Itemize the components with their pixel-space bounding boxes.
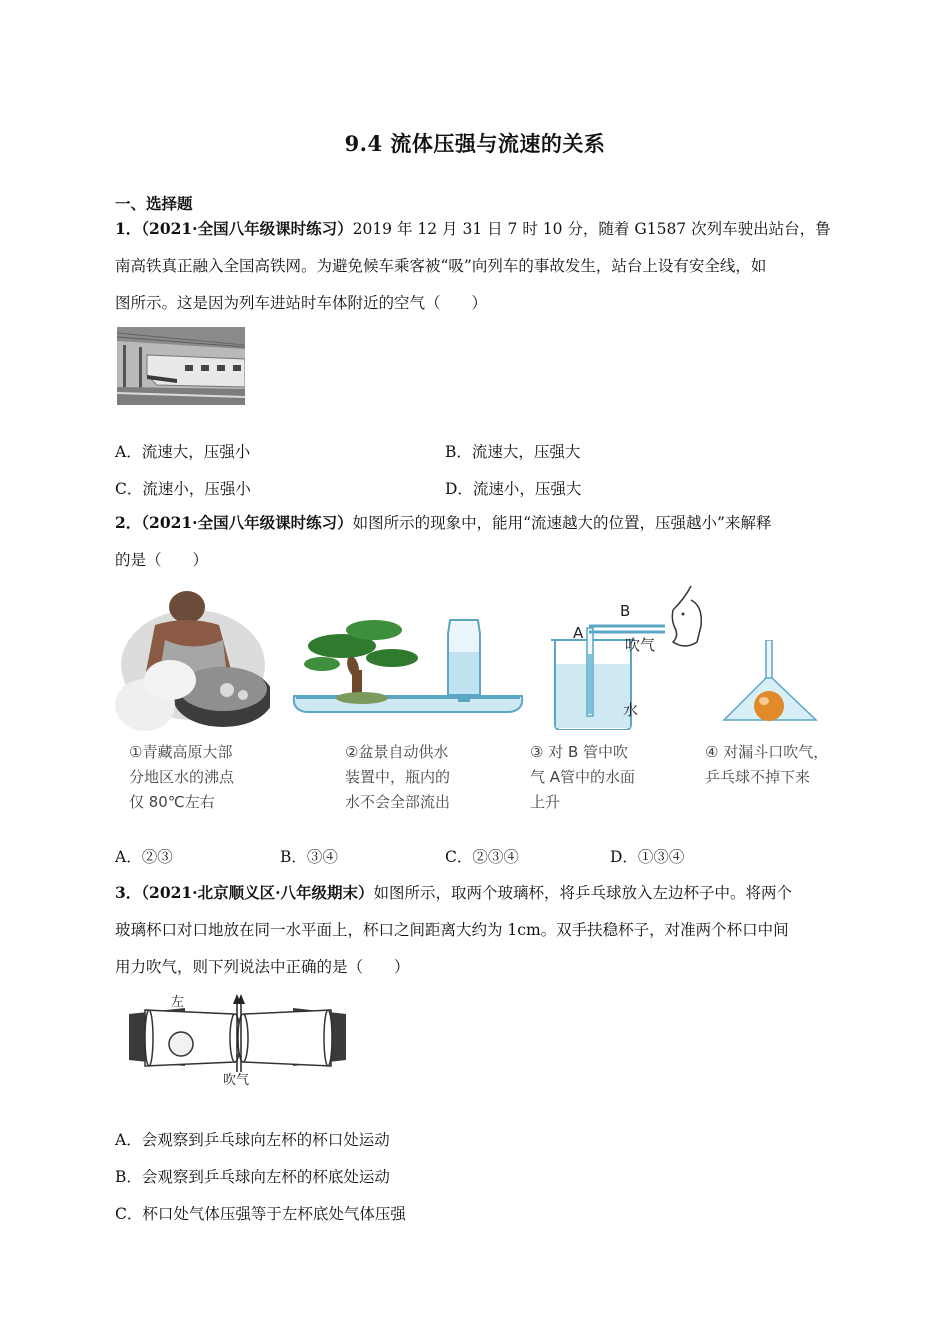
question-2-line-2: 的是（ ） [115, 551, 209, 569]
question-3-line-2: 玻璃杯口对口地放在同一水平面上，杯口之间距离大约为 1cm。双手扶稳杯子，对准两个杯口中间 [115, 921, 789, 939]
question-3-line-1 [115, 883, 792, 903]
question-2-source: （2021·全国八年级课时练习） [141, 513, 353, 532]
question-3-option-b[interactable]: B．会观察到乒乓球向左杯的杯底处运动 [115, 1168, 390, 1186]
question-3-option-c[interactable]: C．杯口处气体压强等于左杯底处气体压强 [115, 1205, 406, 1223]
question-1-number: 1． [115, 219, 142, 238]
train-platform-photo [117, 327, 245, 405]
tube-b-label: B [620, 602, 631, 620]
question-1-option-c[interactable]: C．流速小，压强小 [115, 480, 251, 498]
left-cup-label: 左 [171, 995, 185, 1010]
question-1-source: （2021·全国八年级课时练习） [141, 219, 353, 238]
question-1-option-b[interactable]: B．流速大，压强大 [445, 443, 581, 461]
water-label: 水 [623, 701, 639, 719]
blow-air-label: 吹气 [625, 636, 656, 654]
question-1-line-1 [115, 219, 831, 239]
question-2-option-a[interactable]: A．②③ [115, 848, 173, 866]
question-2-option-b[interactable]: B．③④ [280, 848, 338, 866]
question-2-line-1 [115, 513, 771, 533]
question-1-text-start: 2019 年 12 月 31 日 7 时 10 分，随着 G1587 次列车驶出站台，鲁 [352, 220, 831, 238]
question-3-text-start: 如图所示，取两个玻璃杯，将乒乓球放入左边杯子中。将两个 [373, 884, 792, 902]
question-3-number: 3． [115, 883, 142, 902]
figure-two-cups-ball [125, 992, 350, 1087]
question-2-option-c[interactable]: C．②③④ [445, 848, 519, 866]
figure-funnel-ball [720, 640, 820, 735]
question-3-line-3: 用力吹气，则下列说法中正确的是（ ） [115, 958, 410, 976]
page-title: 9.4 流体压强与流速的关系 [344, 131, 606, 156]
caption-figure-1: ①青藏高原大部 分地区水的沸点 仅 80℃左右 [129, 743, 235, 811]
figure-blow-tube [525, 580, 715, 730]
caption-figure-3: ③ 对 B 管中吹 气 A管中的水面 上升 [530, 743, 636, 811]
question-2-option-d[interactable]: D．①③④ [610, 848, 685, 866]
question-1-option-a[interactable]: A．流速大，压强小 [115, 443, 251, 461]
question-1-line-2: 南高铁真正融入全国高铁网。为避免候车乘客被“吸”向列车的事故发生，站台上设有安全线，如 [115, 257, 767, 275]
question-2-number: 2． [115, 513, 142, 532]
caption-figure-4: ④ 对漏斗口吹气， 乒乓球不掉下来 [705, 743, 829, 786]
tube-a-label: A [573, 624, 584, 642]
caption-figure-2: ②盆景自动供水 装置中，瓶内的 水不会全部流出 [345, 743, 451, 811]
figure-cooking-plateau [115, 585, 270, 735]
question-1-option-d[interactable]: D．流速小，压强大 [445, 480, 582, 498]
blow-air-label-2: 吹气 [223, 1073, 250, 1087]
section-heading: 一、选择题 [115, 194, 193, 213]
question-3-source: （2021·北京顺义区·八年级期末） [141, 883, 374, 902]
question-1-line-3: 图所示。这是因为列车进站时车体附近的空气（ ） [115, 294, 488, 312]
question-3-option-a[interactable]: A．会观察到乒乓球向左杯的杯口处运动 [115, 1131, 390, 1149]
question-2-text-start: 如图所示的现象中，能用“流速越大的位置，压强越小”来解释 [352, 514, 772, 532]
figure-bonsai-water [292, 618, 527, 733]
